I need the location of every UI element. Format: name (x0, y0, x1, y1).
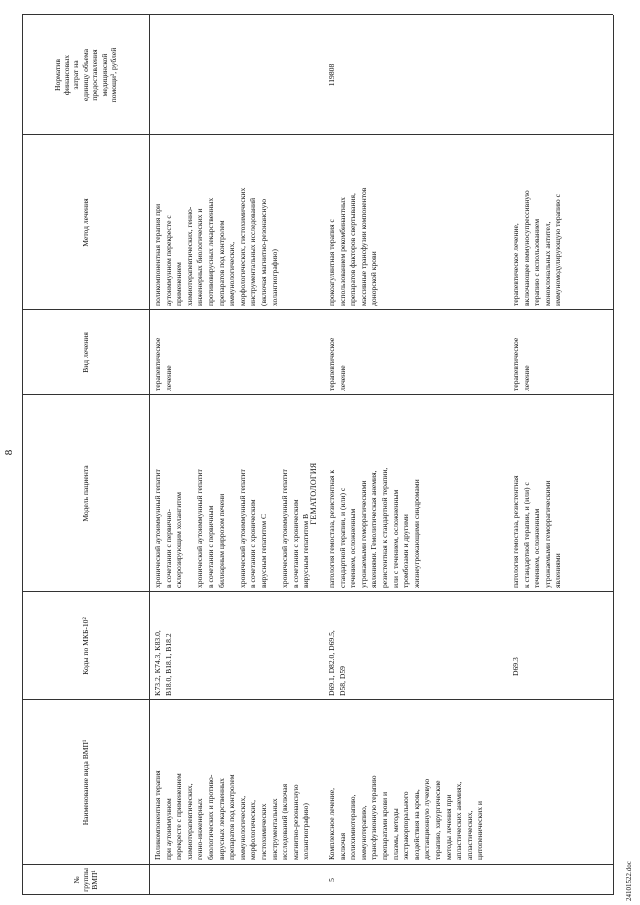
row3-patient-model: патология гемостаза, резистентная к стандартной терапии, и (или) с течением, осложненным угрожаемыми геморрагическими явлениями (511, 475, 563, 588)
row1-treatment-method: поликомпонентная терапия при аутоиммунном перекресте с применением химиотерапевтических, генно- инженерных биологических и противовирусных лекарственных препаратов под контролем иммунологических, морфологических, гистохимических инструментальных исследований (включая магнитно-резонансную холангиографию) (153, 187, 279, 306)
row2-vmp-name: Комплексное лечение, включая полихимиотерапию, иммунотерапию, трансфузионную терапию препаратами крови и плазмы, методы экстракорпорального воздействия на кровь, дистанционную лучевую терапию, хирургические методы лечения при апластических анемиях, апластических, цитопенических и (327, 775, 485, 860)
header-vmp-name: Наименование вида ВМП¹ (81, 739, 90, 826)
header-treatment-method: Метод лечения (81, 198, 90, 247)
row3-treatment-type: терапевтическое лечение (511, 337, 531, 391)
row2-treatment-method: прокоагулянтная терапия с использованием рекомбинантных препаратов факторов свертывания, массивные трансфузии компонентов донорской крови (327, 187, 379, 306)
row2-normative: 119808 (327, 63, 336, 87)
header-separator (149, 15, 150, 895)
header-normative: Норматив финансовых затрат на единицу объема предоставления медицинской помощи³, рублей (52, 47, 119, 103)
row1-patient-model: хронический аутоиммунный гепатит в сочетании с первично- склерозирующим холангитом хронический аутоиммунный гепатит в сочетании с первичным билиарным циррозом печени хронический аутоиммунный гепатит в сочетании с хроническим вирусным гепатитом C хронический аутоиммунный гепатит в сочетании с хроническим вирусным гепатитом B (153, 469, 311, 588)
row3-treatment-method: терапевтическое лечение, включающее иммуносупрессивную терапию с использованием моноклональных антител, иммуномодулирующую терапию с (511, 190, 563, 306)
header-group: № группы ВМП¹ (72, 868, 99, 892)
row2-icd-codes: D69.1, D82.0, D69.5, D58, D59 (327, 630, 347, 696)
header-icd-codes: Коды по МКБ-10² (81, 617, 90, 675)
row2-patient-model: патология гемостаза, резистентная к стандартной терапии, и (или) с течением, осложненным угрожаемыми геморрагическими явлениями. Гемолитическая анемия, резистентная к стандартной терапии, или с течением, осложненным тромбозами и другими жизнеугрожающими синдромами (327, 467, 421, 588)
row2-group: 5 (327, 878, 336, 882)
header-treatment-type: Вид лечения (81, 332, 90, 373)
header-patient-model: Модель пациента (81, 465, 90, 522)
row2-treatment-type: терапевтическое лечение (327, 337, 347, 391)
section-title: ГЕМАТОЛОГИЯ (309, 462, 318, 525)
row1-vmp-name: Поликомпонентная терапия при аутоиммунном перекресте с применением химиотерапевтических, генно-инженерных биологических и противо- вирусных лекарственных препаратов под контролем иммунологических, морфологических, гистохимических инструментальных исследований (включая магнитно-резонансную холангиографию) (153, 770, 311, 860)
page-number: 8 (3, 449, 15, 456)
row1-treatment-type: терапевтическое лечение (153, 337, 173, 391)
row3-icd-codes: D69.3 (511, 657, 520, 676)
document-code: 24101522.doc (625, 861, 633, 901)
table-border-bottom (613, 15, 614, 895)
row1-icd-codes: K73.2, K74.3, K83.0, B18.0, B18.1, B18.2 (153, 630, 173, 696)
